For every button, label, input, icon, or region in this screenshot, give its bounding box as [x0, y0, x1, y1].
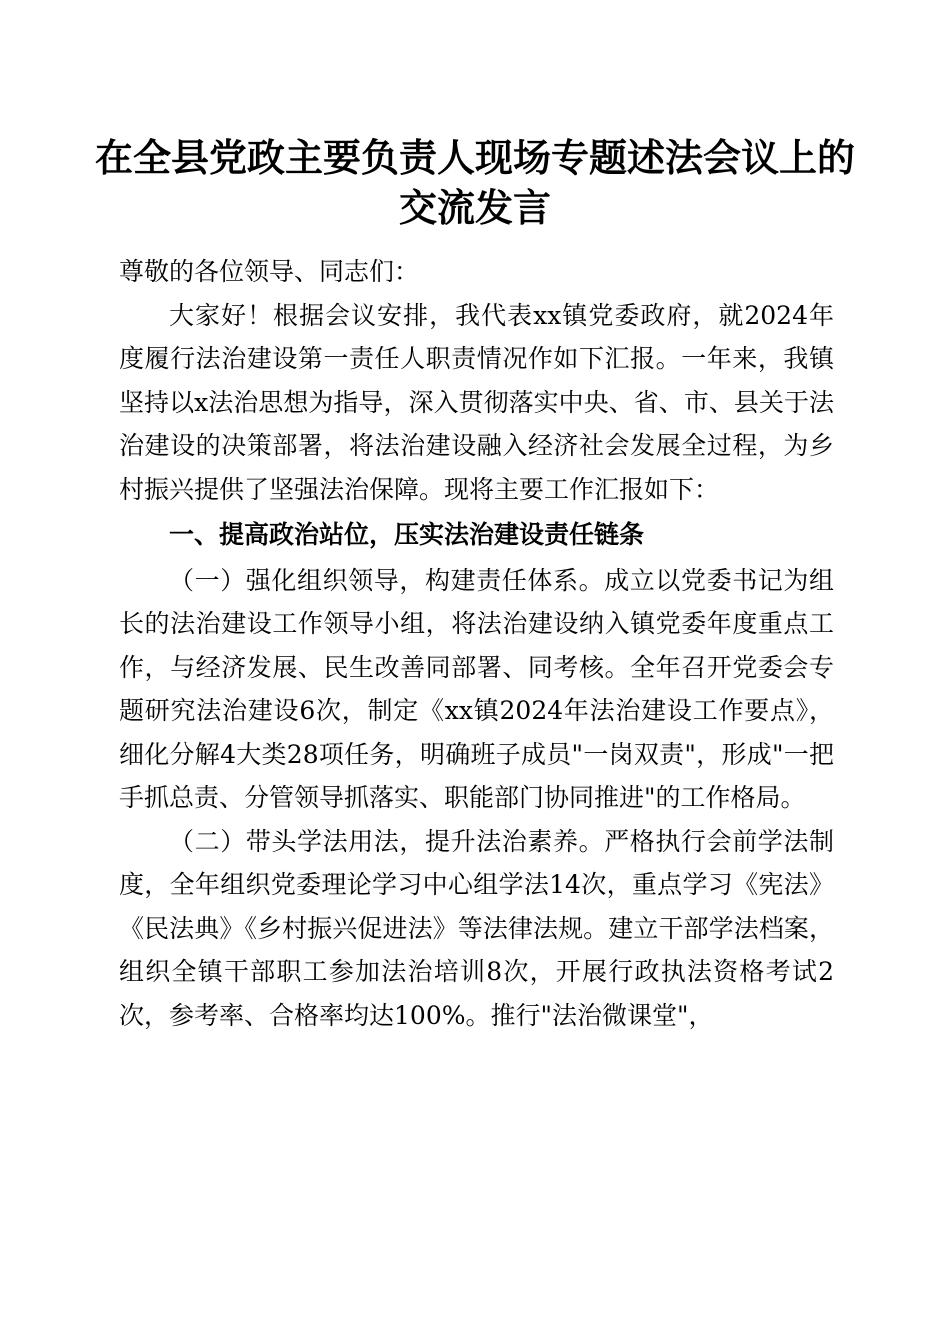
paragraph-study-law: （二）带头学法用法，提升法治素养。严格执行会前学法制度，全年组织党委理论学习中心组学法14次，重点学习《宪法》《民法典》《乡村振兴促进法》等法律法规。建立干部学法档案，组织全镇干部职工参加法治培训8次，开展行政执法资格考试2次，参考率、合格率均达100%。推行"法治微课堂"， [119, 826, 834, 1030]
document-title-line-1: 在全县党政主要负责人现场专题述法会议上的 [94, 135, 855, 180]
paragraph-organization: （一）强化组织领导，构建责任体系。成立以党委书记为组长的法治建设工作领导小组，将法治建设纳入镇党委年度重点工作，与经济发展、民生改善同部署、同考核。全年召开党委会专题研究法治建设6次，制定《xx镇2024年法治建设工作要点》，细化分解4大类28项任务，明确班子成员"一岗双责"，形成"一把手抓总责、分管领导抓落实、职能部门协同推进"的工作格局。 [119, 565, 834, 812]
document-title-line-2: 交流发言 [398, 185, 551, 230]
section-heading: 一、提高政治站位，压实法治建设责任链条 [169, 520, 645, 549]
salutation: 尊敬的各位领导、同志们： [119, 257, 420, 286]
document-body [119, 250, 834, 1037]
paragraph-intro: 大家好！根据会议安排，我代表xx镇党委政府，就2024年度履行法治建设第一责任人职责情况作如下汇报。一年来，我镇坚持以x法治思想为指导，深入贯彻落实中央、省、市、县关于法治建设的决策部署，将法治建设融入经济社会发展全过程，为乡村振兴提供了坚强法治保障。现将主要工作汇报如下： [119, 300, 834, 504]
